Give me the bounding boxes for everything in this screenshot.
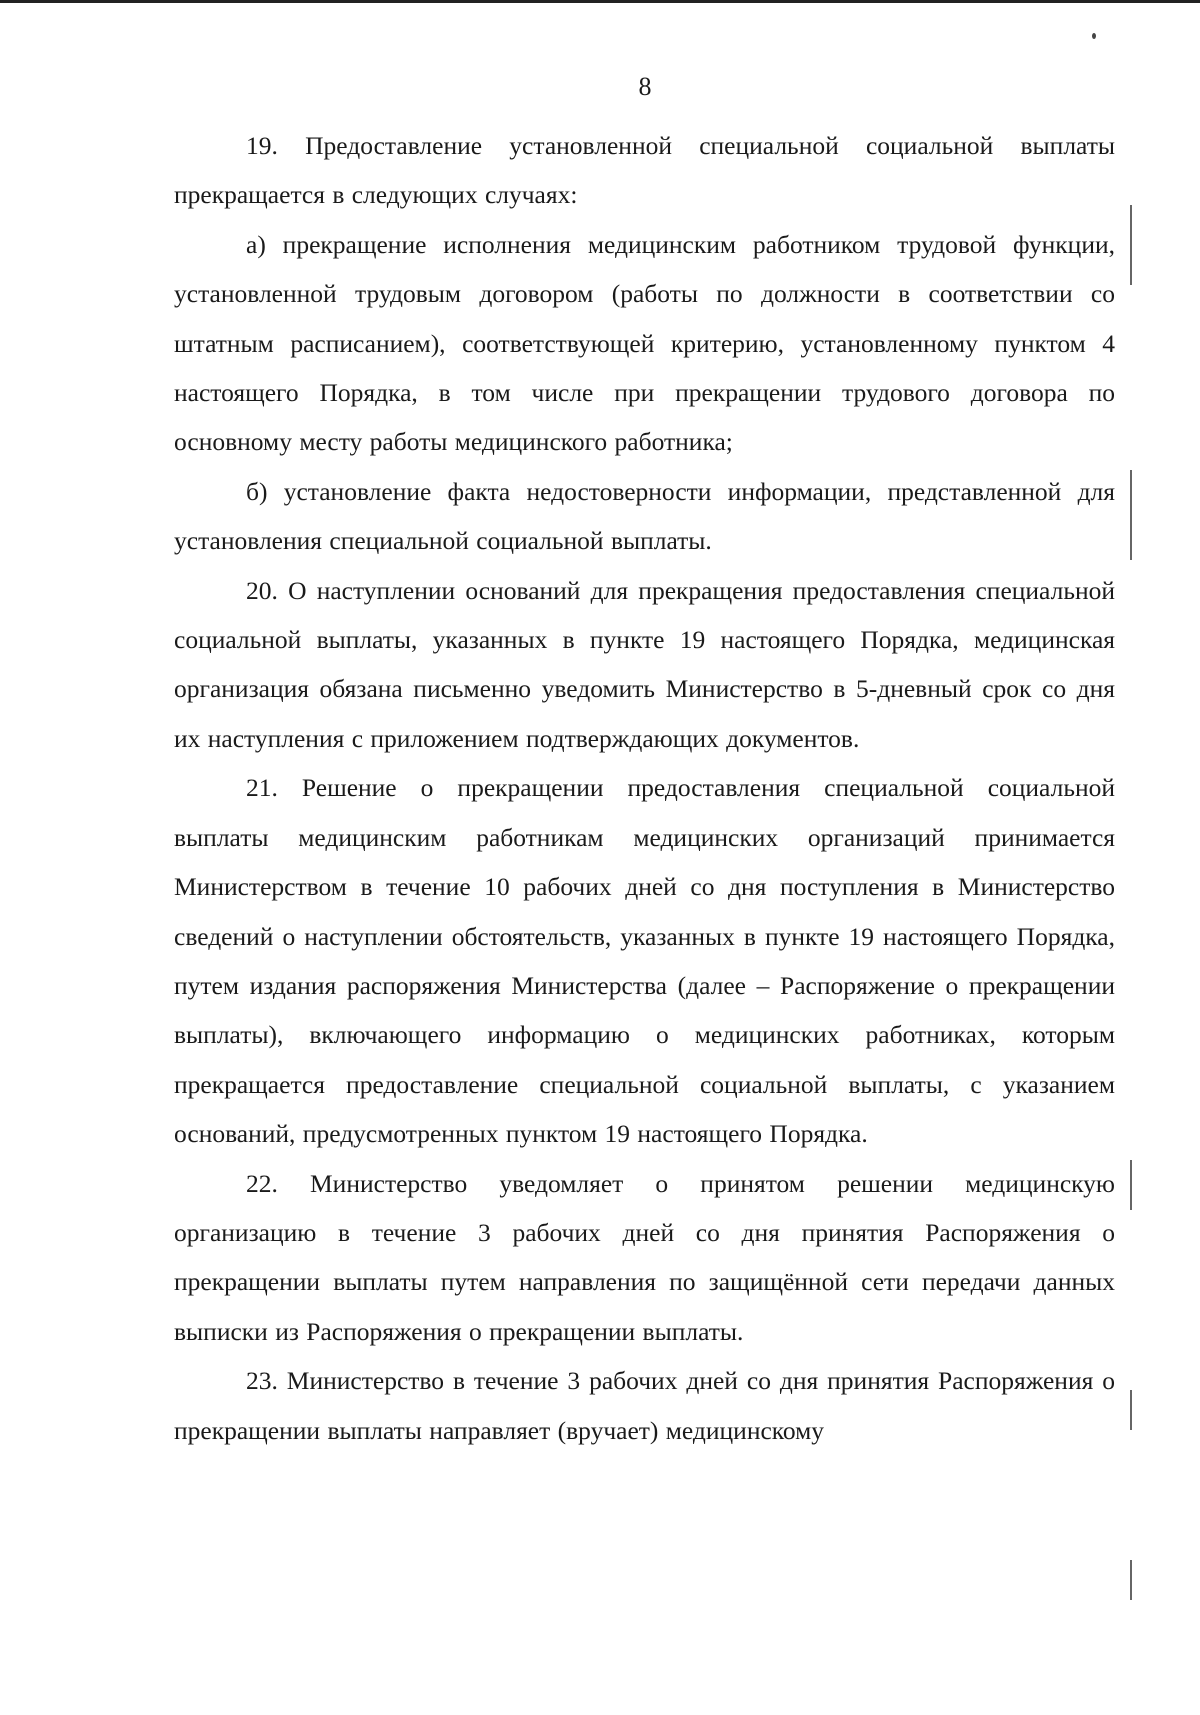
scan-edge-mark [1130,1160,1132,1210]
page-number: 8 [638,72,652,101]
scan-edge-mark [1130,1560,1132,1600]
top-border-line [0,0,1200,3]
paragraph-23: 23. Министерство в течение 3 рабочих дней со дня принятия Распоряжения о прекращении выплаты направляет (вручает) медицинскому [174,1366,1115,1445]
document-body [174,121,1115,1455]
paragraph-21: 21. Решение о прекращении предоставления специальной социальной выплаты медицинским работникам медицинских организаций принимается Министерством в течение 10 рабочих дней со дня поступления в Министерство сведений о наступлении обстоятельств, указанных в пункте 19 настоящего Порядка, путем издания распоряжения Министерства (далее – Распоряжение о прекращении выплаты), включающего информацию о медицинских работниках, которым прекращается предоставление специальной социальной выплаты, с указанием оснований, предусмотренных пунктом 19 настоящего Порядка. [174,773,1115,1149]
paragraph-22: 22. Министерство уведомляет о принятом решении медицинскую организацию в течение 3 рабочих дней со дня принятия Распоряжения о прекращении выплаты путем направления по защищённой сети передачи данных выписки из Распоряжения о прекращении выплаты. [174,1168,1115,1346]
scan-edge-mark [1130,1390,1132,1430]
paragraph-19a: а) прекращение исполнения медицинским работником трудовой функции, установленной трудовым договором (работы по должности в соответствии со штатным расписанием), соответствующей критерию, установленному пунктом 4 настоящего Порядка, в том числе при прекращении трудового договора по основному месту работы медицинского работника; [174,229,1115,457]
scan-edge-mark [1130,205,1132,285]
scan-edge-mark [1130,470,1132,560]
scan-speck [1092,33,1096,39]
paragraph-19b: б) установление факта недостоверности информации, представленной для установления специальной социальной выплаты. [174,476,1115,556]
paragraph-19: 19. Предоставление установленной специальной социальной выплаты прекращается в следующих случаях: [174,131,1115,210]
paragraph-20: 20. О наступлении оснований для прекращения предоставления специальной социальной выплаты, указанных в пункте 19 настоящего Порядка, медицинская организация обязана письменно уведомить Министерство в 5-дневный срок со дня их наступления с приложением подтверждающих документов. [174,575,1115,753]
